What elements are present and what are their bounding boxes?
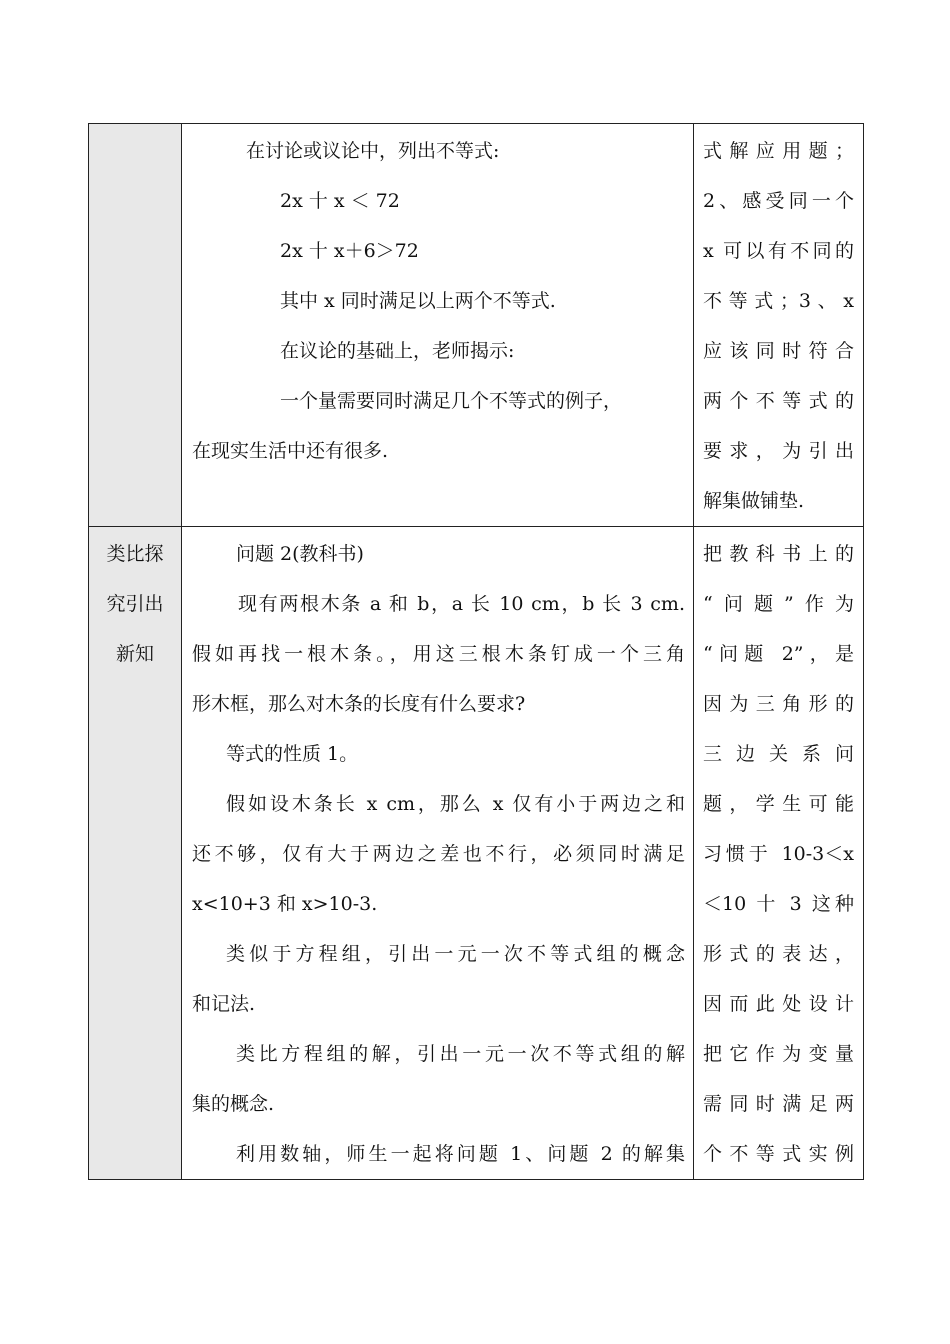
content-line: 等式的性质 1。 xyxy=(226,743,359,765)
note-line: 2、感受同一个 xyxy=(703,190,854,212)
content-line: 在讨论或议论中，列出不等式: xyxy=(246,140,500,162)
stage-label-cell xyxy=(89,527,182,1180)
table-row xyxy=(89,527,864,1180)
note-line: 习惯于 10-3＜x xyxy=(703,843,854,865)
note-line: “问题”作为 xyxy=(703,593,854,615)
note-line: 不等式；3、x xyxy=(703,290,854,312)
content-line: 在现实生活中还有很多. xyxy=(192,440,389,462)
content-line: 假如设木条长 x cm，那么 x 仅有小于两边之和 xyxy=(226,793,685,815)
stage-label-cell xyxy=(89,124,182,527)
lesson-plan-table xyxy=(88,123,864,1180)
content-line: 和记法. xyxy=(192,993,256,1015)
design-intent-cell xyxy=(694,124,864,527)
note-line: 三边关系问 xyxy=(703,743,854,765)
note-line: 因而此处设计 xyxy=(703,993,854,1015)
note-line: 式解应用题； xyxy=(703,140,854,162)
content-line: 一个量需要同时满足几个不等式的例子， xyxy=(280,390,623,412)
content-line: 形木框，那么对木条的长度有什么要求? xyxy=(192,693,526,715)
content-line: 其中 x 同时满足以上两个不等式. xyxy=(280,290,556,312)
content-line: 集的概念. xyxy=(192,1093,275,1115)
content-line: 类比方程组的解，引出一元一次不等式组的解 xyxy=(236,1043,685,1065)
inequality-1: 2x 十 x ＜ 72 xyxy=(280,190,400,212)
design-intent-cell xyxy=(694,527,864,1180)
note-line: 解集做铺垫. xyxy=(703,490,805,512)
activity-cell xyxy=(182,124,694,527)
problem-title: 问题 2(教科书) xyxy=(236,543,364,565)
note-line: “问题 2”，是 xyxy=(703,643,854,665)
note-line: ＜10 十 3 这种 xyxy=(703,893,854,915)
note-line: 应该同时符合 xyxy=(703,340,854,362)
content-line: 类似于方程组，引出一元一次不等式组的概念 xyxy=(226,943,685,965)
content-line: 还不够，仅有大于两边之差也不行，必须同时满足 xyxy=(192,843,685,865)
content-line: x<10+3 和 x>10-3. xyxy=(192,893,378,915)
note-line: 要求，为引出 xyxy=(703,440,854,462)
stage-label-line: 新知 xyxy=(115,643,154,665)
note-line: 两个不等式的 xyxy=(703,390,854,412)
note-line: 把它作为变量 xyxy=(703,1043,854,1065)
content-line: 假如再找一根木条。，用这三根木条钉成一个三角 xyxy=(192,643,685,665)
stage-label-line: 究引出 xyxy=(106,593,164,615)
note-line: 因为三角形的 xyxy=(703,693,854,715)
content-line: 利用数轴，师生一起将问题 1、问题 2 的解集 xyxy=(236,1143,685,1165)
content-line: 现有两根木条 a 和 b，a 长 10 cm，b 长 3 cm. xyxy=(238,593,685,615)
note-line: 把教科书上的 xyxy=(703,543,854,565)
note-line: x 可以有不同的 xyxy=(703,240,854,262)
note-line: 题，学生可能 xyxy=(703,793,854,815)
activity-cell xyxy=(182,527,694,1180)
inequality-2: 2x 十 x＋6＞72 xyxy=(280,240,419,262)
note-line: 个不等式实例 xyxy=(703,1143,854,1165)
table-row xyxy=(89,124,864,527)
stage-label-line: 类比探 xyxy=(106,543,164,565)
note-line: 需同时满足两 xyxy=(703,1093,854,1115)
note-line: 形式的表达， xyxy=(703,943,854,965)
content-line: 在议论的基础上，老师揭示: xyxy=(280,340,515,362)
